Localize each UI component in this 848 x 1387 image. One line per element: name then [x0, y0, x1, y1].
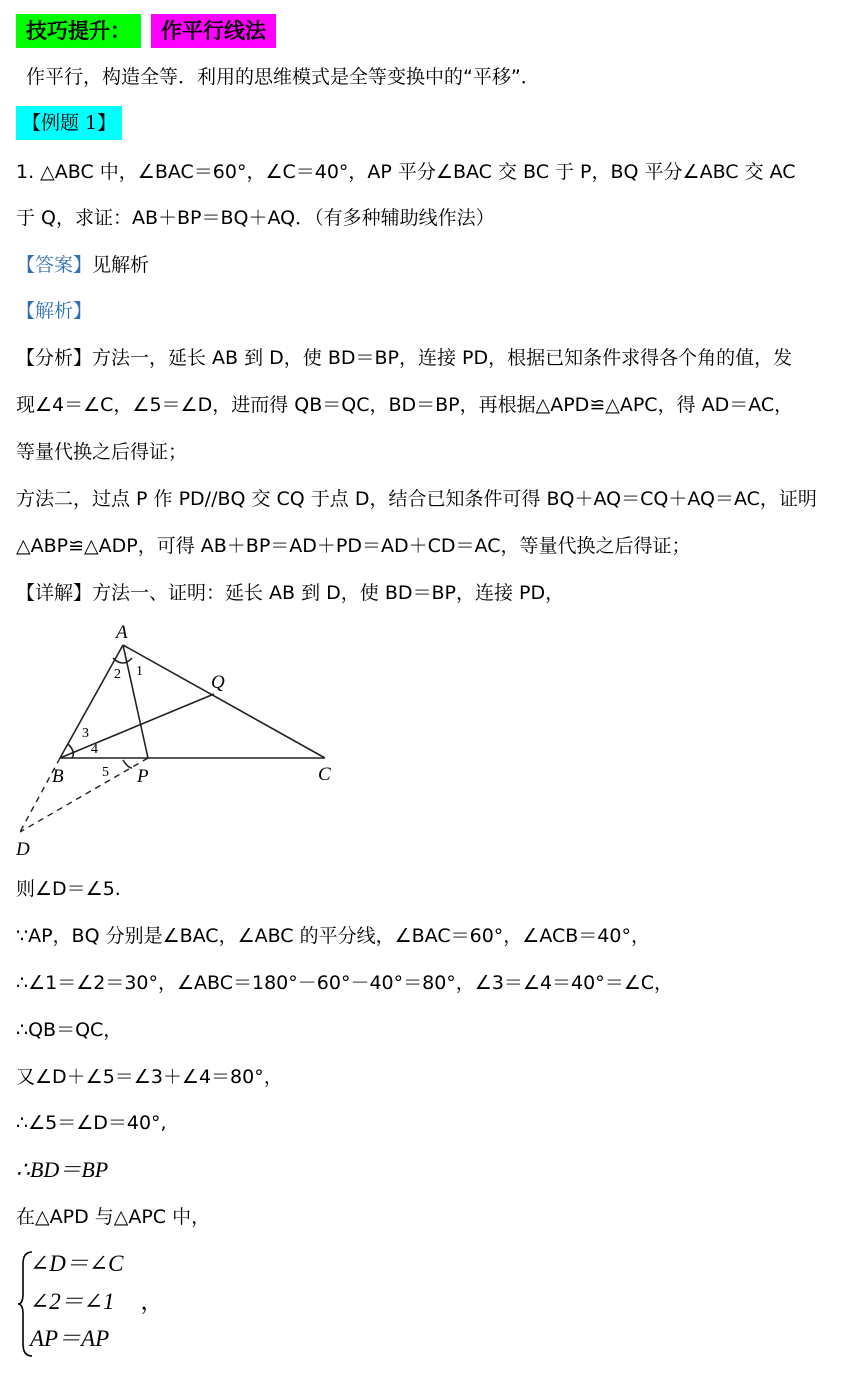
proof-line-1: 则∠D＝∠5. [16, 878, 121, 900]
answer-label: 【答案】 [16, 254, 93, 276]
angle-arc-p [123, 760, 132, 768]
problem-line-1: 1. △ABC 中，∠BAC＝60°，∠C＝40°，AP 平分∠BAC 交 BC 于 P，BQ 平分∠ABC 交 AC [16, 161, 796, 183]
proof-line-6: ∴∠5＝∠D＝40°, [16, 1112, 167, 1134]
segment-ac [123, 645, 325, 758]
label-A: A [116, 622, 128, 643]
system-comma: ， [140, 1289, 164, 1314]
proof-line-8: 在△APD 与△APC 中， [16, 1206, 211, 1228]
angle-label-1: 1 [136, 664, 143, 679]
answer-text: 见解析 [92, 254, 150, 276]
label-P: P [137, 766, 149, 787]
method-tag: 作平行线法 [151, 14, 276, 48]
angle-arc-b [68, 744, 73, 758]
angle-label-3: 3 [82, 726, 89, 741]
detail-line: 【详解】方法一、证明：延长 AB 到 D，使 BD＝BP，连接 PD， [16, 582, 565, 604]
skill-tag: 技巧提升： [16, 14, 141, 48]
fenxi-line-3: 等量代换之后得证； [16, 441, 188, 463]
label-C: C [318, 764, 331, 785]
proof-line-4: ∴QB＝QC， [16, 1019, 123, 1041]
fenxi-line-2: 现∠4＝∠C，∠5＝∠D，进而得 QB＝QC，BD＝BP，再根据△APD≌△APC，得 AD＝AC， [16, 394, 794, 416]
geometry-figure [10, 620, 350, 865]
proof-line-2: ∵AP，BQ 分别是∠BAC，∠ABC 的平分线，∠BAC＝60°，∠ACB＝40°， [16, 925, 650, 947]
system-row-2: ∠2＝∠1 ， [30, 1289, 164, 1314]
answer-line [16, 250, 149, 280]
intro-text: 作平行，构造全等．利用的思维模式是全等变换中的“平移”． [26, 66, 540, 88]
header-tags [16, 14, 276, 48]
segment-pd-dashed [20, 758, 148, 832]
example-tag: 【例题 1】 [16, 106, 122, 140]
analysis-label: 【解析】 [16, 300, 93, 322]
proof-line-5: 又∠D＋∠5＝∠3＋∠4＝80°， [16, 1066, 283, 1088]
system-row-1: ∠D＝∠C [30, 1251, 124, 1276]
proof-line-7: ∴BD＝BP [16, 1157, 109, 1182]
angle-label-2: 2 [114, 667, 121, 682]
angle-label-4: 4 [91, 742, 98, 757]
system-row-3: AP＝AP [30, 1326, 110, 1351]
label-B: B [52, 766, 64, 787]
label-D: D [16, 839, 30, 860]
fenxi-line-4: 方法二，过点 P 作 PD//BQ 交 CQ 于点 D，结合已知条件可得 BQ＋AQ＝CQ＋AQ＝AC，证明 [16, 488, 817, 510]
fenxi-line-5: △ABP≌△ADP，可得 AB＋BP＝AD＋PD＝AD＋CD＝AC，等量代换之后得证； [16, 535, 691, 557]
problem-line-2: 于 Q，求证：AB＋BP＝BQ＋AQ．（有多种辅助线作法） [16, 207, 495, 229]
angle-label-5: 5 [102, 765, 109, 780]
example-label [16, 106, 122, 140]
label-Q: Q [211, 672, 225, 693]
proof-line-3: ∴∠1＝∠2＝30°，∠ABC＝180°－60°－40°＝80°，∠3＝∠4＝40°＝∠C， [16, 972, 674, 994]
fenxi-line-1: 【分析】方法一，延长 AB 到 D，使 BD＝BP，连接 PD，根据已知条件求得各个角的值，发 [16, 347, 793, 369]
